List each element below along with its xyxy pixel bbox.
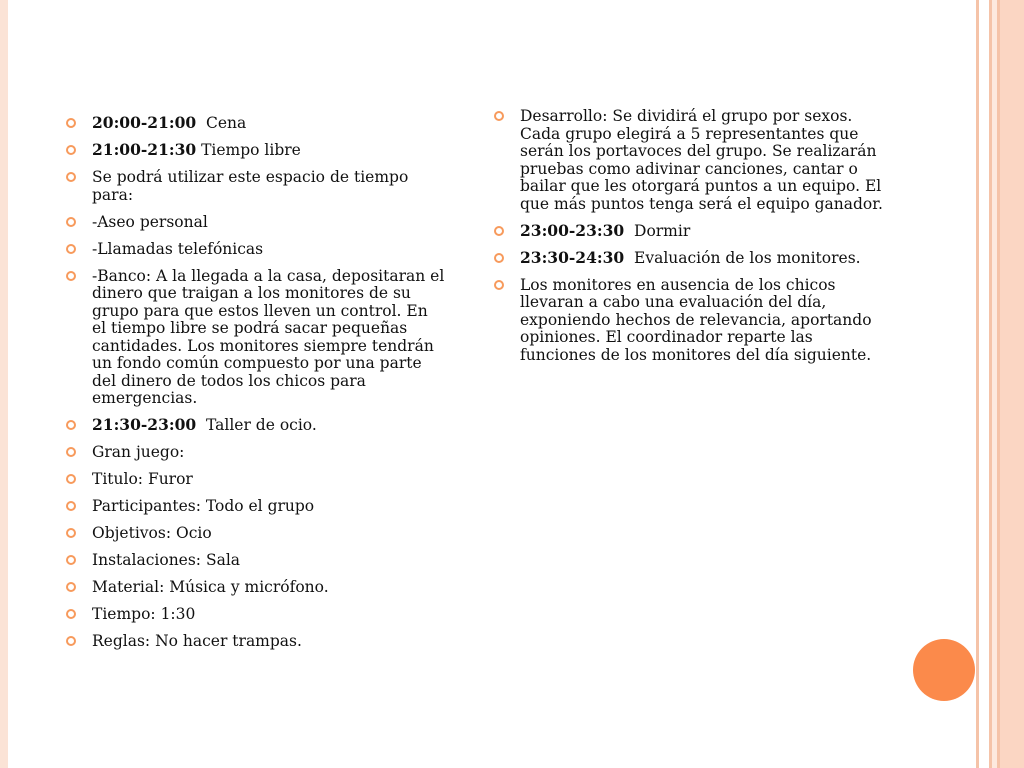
ring-bullet-icon xyxy=(66,244,76,254)
item-text: Gran juego: xyxy=(92,443,185,461)
list-item xyxy=(66,213,446,232)
time-range: 21:00-21:30 xyxy=(92,140,197,159)
item-text: Los monitores en ausencia de los chicos llevaran a cabo una evaluación del día, exponiendo hechos de relevancia, aportando opiniones. El coordinador reparte las funciones de los monitores del día siguiente. xyxy=(520,275,877,364)
ring-bullet-icon xyxy=(66,528,76,538)
ring-bullet-icon xyxy=(66,636,76,646)
ring-bullet-icon xyxy=(66,271,76,281)
list-item xyxy=(66,240,446,259)
ring-bullet-icon xyxy=(66,420,76,430)
item-text: Instalaciones: Sala xyxy=(92,551,241,569)
time-range: 20:00-21:00 xyxy=(92,113,197,132)
list-item xyxy=(66,551,446,570)
ring-bullet-icon xyxy=(66,217,76,227)
left-column xyxy=(66,113,450,659)
ring-bullet-icon xyxy=(66,118,76,128)
list-item xyxy=(494,249,888,268)
time-range: 21:30-23:00 xyxy=(92,415,197,434)
item-text: Evaluación de los monitores. xyxy=(624,248,861,267)
right-bullet-list xyxy=(494,107,888,364)
right-column xyxy=(494,107,888,373)
ring-bullet-icon xyxy=(494,111,504,121)
item-text: -Llamadas telefónicas xyxy=(92,239,264,258)
item-text: -Aseo personal xyxy=(92,212,208,231)
list-item xyxy=(494,276,888,365)
ring-bullet-icon xyxy=(494,253,504,263)
item-text: Tiempo libre xyxy=(196,141,301,159)
list-item xyxy=(66,632,446,651)
list-item xyxy=(66,470,446,489)
item-text: Participantes: Todo el grupo xyxy=(92,497,315,515)
list-item xyxy=(66,416,446,435)
orange-circle-decoration xyxy=(913,639,975,701)
list-item xyxy=(66,168,446,204)
item-text: Dormir xyxy=(624,221,691,240)
item-text: Cena xyxy=(196,114,247,132)
list-item xyxy=(494,222,888,241)
item-text: Taller de ocio. xyxy=(196,416,317,434)
left-border-decoration xyxy=(0,0,8,768)
ring-bullet-icon xyxy=(494,280,504,290)
item-text: Titulo: Furor xyxy=(92,470,193,488)
item-text: Desarrollo: Se dividirá el grupo por sexos. Cada grupo elegirá a 5 representantes que serán los portavoces del grupo. Se realizarán pruebas como adivinar canciones, cantar o bailar que les otorgará puntos a un equipo. El que más puntos tenga será el equipo ganador. xyxy=(520,107,887,213)
list-item xyxy=(66,497,446,516)
list-item xyxy=(66,578,446,597)
list-item xyxy=(66,443,446,462)
item-text: Material: Música y micrófono. xyxy=(92,578,329,596)
list-item xyxy=(66,266,450,408)
ring-bullet-icon xyxy=(66,447,76,457)
ring-bullet-icon xyxy=(494,226,504,236)
list-item xyxy=(66,605,446,624)
time-range: 23:00-23:30 xyxy=(520,220,625,240)
left-bullet-list xyxy=(66,113,450,651)
ring-bullet-icon xyxy=(66,145,76,155)
ring-bullet-icon xyxy=(66,609,76,619)
time-range: 23:30-24:30 xyxy=(520,247,625,267)
right-stripes-decoration xyxy=(976,0,1024,768)
ring-bullet-icon xyxy=(66,172,76,182)
list-item xyxy=(66,141,446,160)
ring-bullet-icon xyxy=(66,501,76,511)
item-text: Se podrá utilizar este espacio de tiempo para: xyxy=(92,168,414,204)
list-item xyxy=(66,524,446,543)
ring-bullet-icon xyxy=(66,474,76,484)
ring-bullet-icon xyxy=(66,582,76,592)
list-item xyxy=(494,107,888,213)
item-text: Tiempo: 1:30 xyxy=(92,605,196,623)
item-text: Reglas: No hacer trampas. xyxy=(92,632,302,650)
ring-bullet-icon xyxy=(66,555,76,565)
item-text: Objetivos: Ocio xyxy=(92,524,212,542)
list-item xyxy=(66,114,446,133)
item-text: -Banco: A la llegada a la casa, depositaran el dinero que traigan a los monitores de su grupo para que estos lleven un control. En el tiempo libre se podrá sacar pequeñas cantidades. Los monitores siempre tendrán un fondo común compuesto por una parte del dinero de todos los chicos para emergencias. xyxy=(92,266,450,407)
